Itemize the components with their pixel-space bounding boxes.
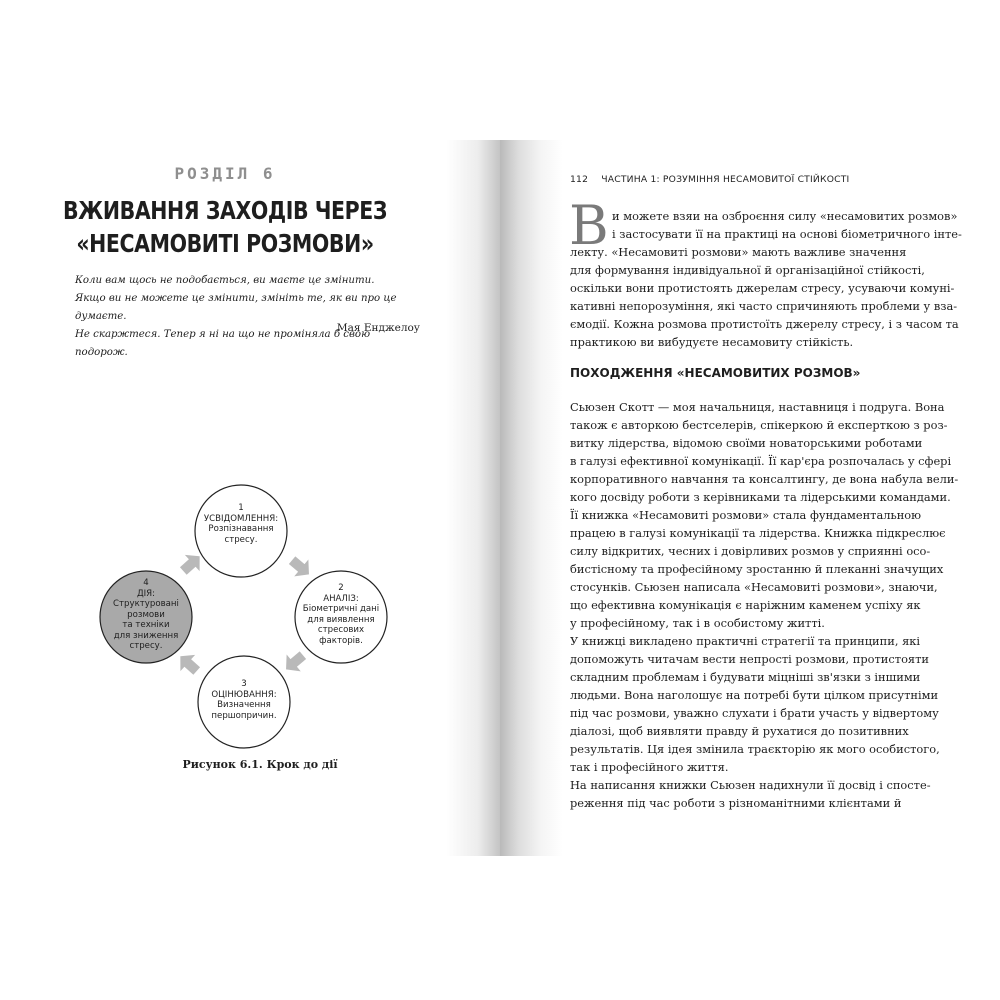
body-line: так і професійного життя. [570,760,729,774]
epigraph-line: Не скаржтеся. Тепер я ні на що не проміняла б свою подорож. [75,329,371,358]
epigraph-author: Мая Енджелоу [336,322,420,334]
body-line: людьми. Вона наголошує на потребі бути цілком присутніми [570,688,939,702]
step-title: ОЦІНЮВАННЯ: [211,689,277,700]
epigraph-line: Якщо ви не можете це змінити, змініть те, як ви про це думаєте. [75,293,397,322]
step-number: 3 [241,679,247,689]
step-line: першопричин. [211,710,277,721]
body-text [570,398,960,812]
intro-line: і застосувати її на практиці на основі біометричного інте- [612,227,962,241]
body-line: складним проблемам і будувати міцніші зв'язки з іншими [570,670,921,684]
body-line: під час розмови, уважно слухати і брати участь у відвертому [570,706,939,720]
body-line: силу відкритих, чесних і довірливих розмов у сприянні осо- [570,544,931,558]
chapter-title-line: «НЕСАМОВИТІ РОЗМОВИ» [76,229,374,258]
step-line: та техніки [122,620,170,630]
running-head-title: ЧАСТИНА 1: РОЗУМІННЯ НЕСАМОВИТОЇ СТІЙКОСТІ [601,174,850,185]
step-line: Розпізнавання [208,524,274,534]
step-1-text [191,503,291,545]
step-line: Структуровані [113,599,179,609]
body-line: реження під час роботи з різноманітними клієнтами й [570,796,902,810]
step-line: стресу. [129,641,163,651]
page-number: 112 [570,174,589,185]
step-4-text [96,578,196,652]
figure-caption: Рисунок 6.1. Крок до дії [182,758,338,771]
step-3-text [194,679,294,721]
body-line: що ефективна комунікація є наріжним каменем успіху як [570,598,921,612]
arrow-3-to-4 [173,648,204,679]
step-2-text [291,583,391,646]
body-line: результатів. Ця ідея змінила траєкторію як мого особистого, [570,742,940,756]
step-title: ДІЯ: [136,588,156,599]
intro-line: для формування індивідуальної й організаційної стійкості, [570,263,925,277]
body-line: На написання книжки Сьюзен надихнули її досвід і спосте- [570,778,931,792]
intro-line: ємодії. Кожна розмова протистоїть джерелу стресу, і з часом та [570,317,959,331]
arrow-2-to-3 [279,647,310,678]
body-line: у професійному, так і в особистому житті. [570,616,825,630]
intro-line: лекту. «Несамовиті розмови» мають важливе значення [570,245,907,259]
step-line: факторів. [319,635,363,646]
arrow-1-to-2 [285,552,316,583]
intro-line: оскільки вони протистоять джерелам стресу, усуваючи комуні- [570,281,955,295]
intro-line: практикою ви вибудуєте несамовиту стійкість. [570,335,854,349]
step-line: Визначення [217,700,271,710]
body-line: стосунків. Сьюзен написала «Несамовиті розмови», знаючи, [570,580,938,594]
body-line: бистісному та професійному зростанню й плеканні значущих [570,562,944,576]
body-line: також є авторкою бестселерів, спікеркою й експерткою з роз- [570,418,948,432]
step-number: 1 [238,503,244,513]
step-number: 2 [338,583,344,593]
step-line: для виявлення [307,614,375,625]
epigraph-line: Коли вам щось не подобається, ви маєте це змінити. [75,275,375,286]
step-line: Біометричні дані [302,604,380,614]
step-title: АНАЛІЗ: [323,593,359,604]
body-line: допоможуть читачам вести непрості розмови, протистояти [570,652,930,666]
step-title: УСВІДОМЛЕННЯ: [203,513,279,524]
chapter-title-line: ВЖИВАННЯ ЗАХОДІВ ЧЕРЕЗ [62,196,388,225]
body-line: в галузі ефективної комунікації. Її кар'єра розпочалась у сфері [570,454,952,468]
dropcap: В [569,194,609,257]
body-line: витку лідерства, відомою своїми новаторськими роботами [570,436,923,450]
intro-line: кативні непорозуміння, які часто спричиняють проблеми у вза- [570,299,958,313]
body-line: працею в галузі комунікації та лідерства. Книжка підкреслює [570,526,946,540]
step-line: стресу. [224,534,258,545]
body-line: діалозі, щоб виявляти правду й рухатися до позитивних [570,724,909,738]
body-line: У книжці викладено практичні стратегії та принципи, які [570,634,921,648]
body-line: Сьюзен Скотт — моя начальниця, наставниця і подруга. Вона [570,400,945,414]
step-number: 4 [143,578,149,588]
intro-paragraph [570,207,960,351]
section-heading: ПОХОДЖЕННЯ «НЕСАМОВИТИХ РОЗМОВ» [570,366,861,380]
intro-line: и можете взяи на озброєння силу «несамовитих розмов» [612,209,958,223]
running-head [570,174,849,185]
body-line: корпоративного навчання та консалтингу, де вона набула вели- [570,472,959,486]
step-line: для зниження [113,630,179,641]
chapter-label: РОЗДІЛ 6 [174,164,276,183]
step-line: стресових [317,625,365,635]
body-line: Її книжка «Несамовиті розмови» стала фундаментальною [570,508,922,522]
body-line: кого досвіду роботи з керівниками та лідерськими командами. [570,490,951,504]
step-line: розмови [127,609,165,620]
